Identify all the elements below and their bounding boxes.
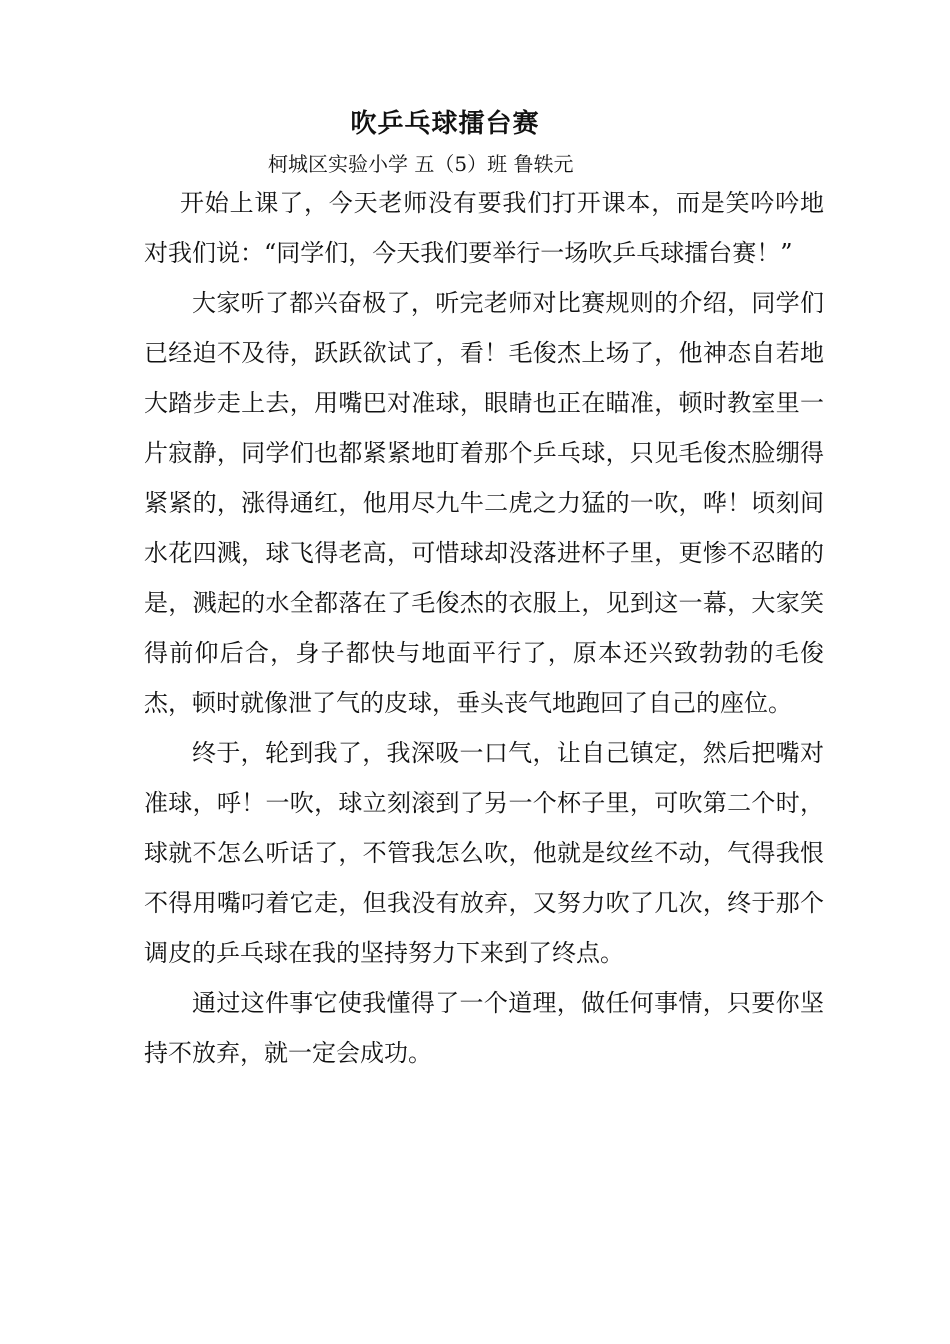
paragraph-3: 终于，轮到我了，我深吸一口气，让自己镇定，然后把嘴对准球，呼！一吹，球立刻滚到了另一个杯子里，可吹第二个时，球就不怎么听话了，不管我怎么吹，他就是纹丝不动，气得我恨不得用嘴叼着它走，但我没有放弃，又努力吹了几次，终于那个调皮的乒乓球在我的坚持努力下来到了终点。 xyxy=(144,739,824,967)
document-title: 吹乒乓球擂台赛 xyxy=(350,109,540,139)
paragraph-4: 通过这件事它使我懂得了一个道理，做任何事情，只要你坚持不放弃，就一定会成功。 xyxy=(144,989,824,1067)
paragraph-1: 开始上课了，今天老师没有要我们打开课本，而是笑吟吟地对我们说：“同学们，今天我们要举行一场吹乒乓球擂台赛！” xyxy=(144,189,824,267)
author-byline: 柯城区实验小学 五（5）班 鲁轶元 xyxy=(268,152,574,176)
paragraph-2: 大家听了都兴奋极了，听完老师对比赛规则的介绍，同学们已经迫不及待，跃跃欲试了，看！毛俊杰上场了，他神态自若地大踏步走上去，用嘴巴对准球，眼睛也正在瞄准，顿时教室里一片寂静，同学们也都紧紧地盯着那个乒乓球，只见毛俊杰脸绷得紧紧的，涨得通红，他用尽九牛二虎之力猛的一吹，哗！顷刻间水花四溅，球飞得老高，可惜球却没落进杯子里，更惨不忍睹的是，溅起的水全都落在了毛俊杰的衣服上，见到这一幕，大家笑得前仰后合，身子都快与地面平行了，原本还兴致勃勃的毛俊杰，顿时就像泄了气的皮球，垂头丧气地跑回了自己的座位。 xyxy=(144,289,824,717)
document-body xyxy=(144,178,824,1078)
